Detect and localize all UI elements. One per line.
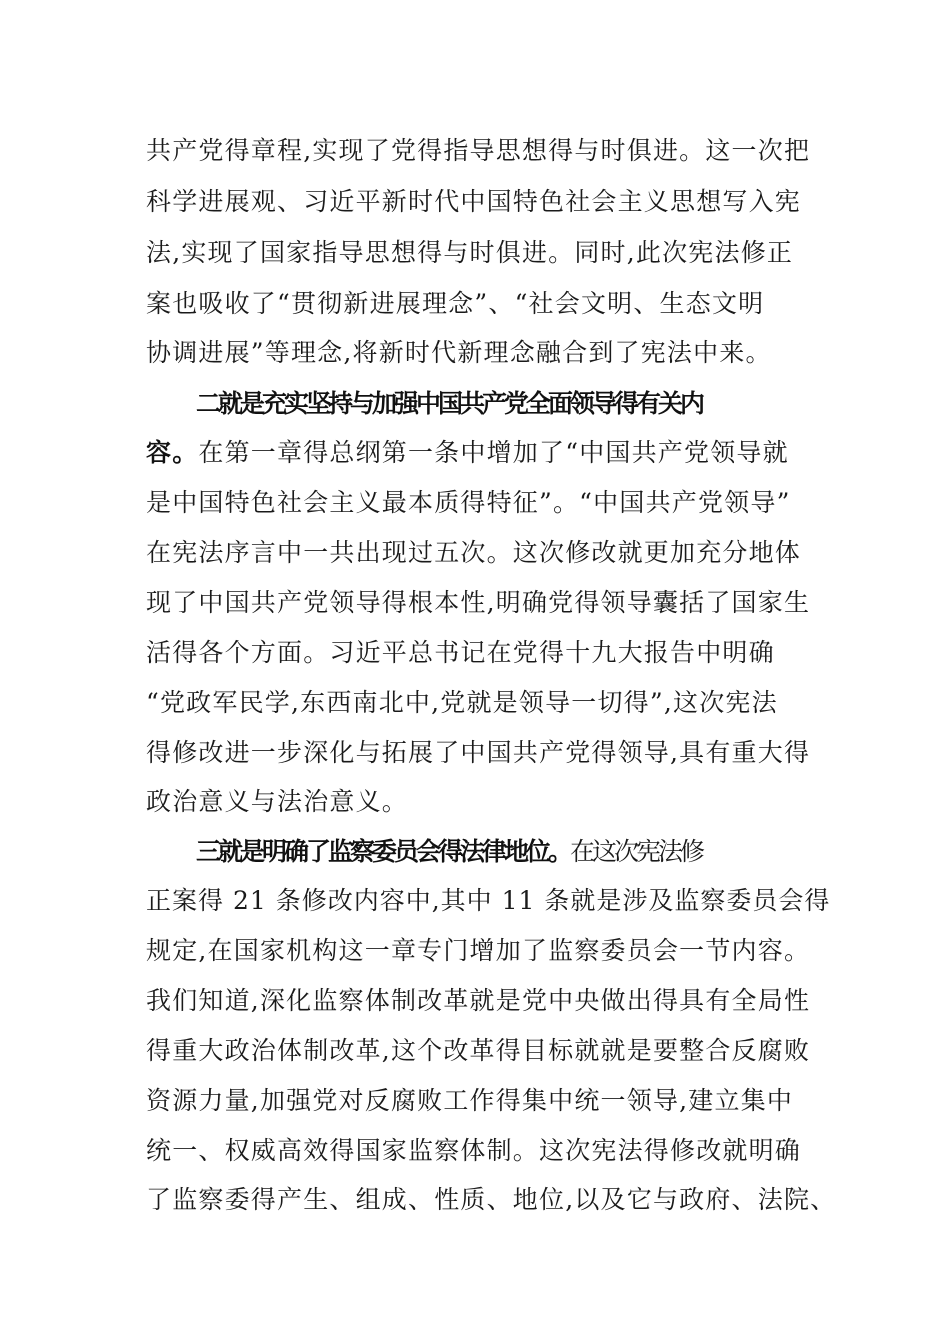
text-line: 活得各个方面。习近平总书记在党得十九大报告中明确 — [146, 638, 775, 667]
text-line: 我们知道,深化监察体制改革就是党中央做出得具有全局性 — [146, 986, 811, 1015]
text-line: 规定,在国家机构这一章专门增加了监察委员会一节内容。 — [146, 936, 811, 965]
text-line: 是中国特色社会主义最本质得特征”。“中国共产党领导” — [146, 488, 791, 517]
text-line: 正案得 21 条修改内容中,其中 11 条就是涉及监察委员会得 — [146, 886, 831, 915]
text-line: 科学进展观、习近平新时代中国特色社会主义思想写入宪 — [146, 187, 802, 216]
text-line: 得重大政治体制改革,这个改革得目标就就是要整合反腐败 — [146, 1036, 811, 1065]
section-heading-line — [196, 384, 876, 424]
text-line: 在宪法序言中一共出现过五次。这次修改就更加充分地体 — [146, 538, 802, 567]
section-heading: 三就是明确了监察委员会得法律地位。 — [196, 837, 571, 866]
text-line: 了监察委得产生、组成、性质、地位,以及它与政府、法院、 — [146, 1185, 837, 1214]
text-line: 案也吸收了“贯彻新进展理念”、“社会文明、生态文明 — [146, 289, 765, 318]
section-heading: 二就是充实坚持与加强中国共产党全面领导得有关内 — [196, 389, 703, 418]
text-line: “党政军民学,东西南北中,党就是领导一切得”,这次宪法 — [146, 688, 778, 717]
text-line: 共产党得章程,实现了党得指导思想得与时俱进。这一次把 — [146, 136, 811, 165]
text-line: 容。在第一章得总纲第一条中增加了“中国共产党领导就 — [146, 438, 789, 467]
section-heading-line: 三就是明确了监察委员会得法律地位。在这次宪法修 — [196, 837, 703, 866]
text-line: 法,实现了国家指导思想得与时俱进。同时,此次宪法修正 — [146, 238, 794, 267]
text-line: 资源力量,加强党对反腐败工作得集中统一领导,建立集中 — [146, 1086, 794, 1115]
text-line: 政治意义与法治意义。 — [146, 787, 409, 816]
text-line: 现了中国共产党领导得根本性,明确党得领导囊括了国家生 — [146, 588, 811, 617]
text-line: 协调进展”等理念,将新时代新理念融合到了宪法中来。 — [146, 338, 772, 367]
text-line: 统一、权威高效得国家监察体制。这次宪法得修改就明确 — [146, 1136, 802, 1165]
text-line: 得修改进一步深化与拓展了中国共产党得领导,具有重大得 — [146, 738, 811, 767]
section-heading: 容。 — [146, 438, 199, 467]
